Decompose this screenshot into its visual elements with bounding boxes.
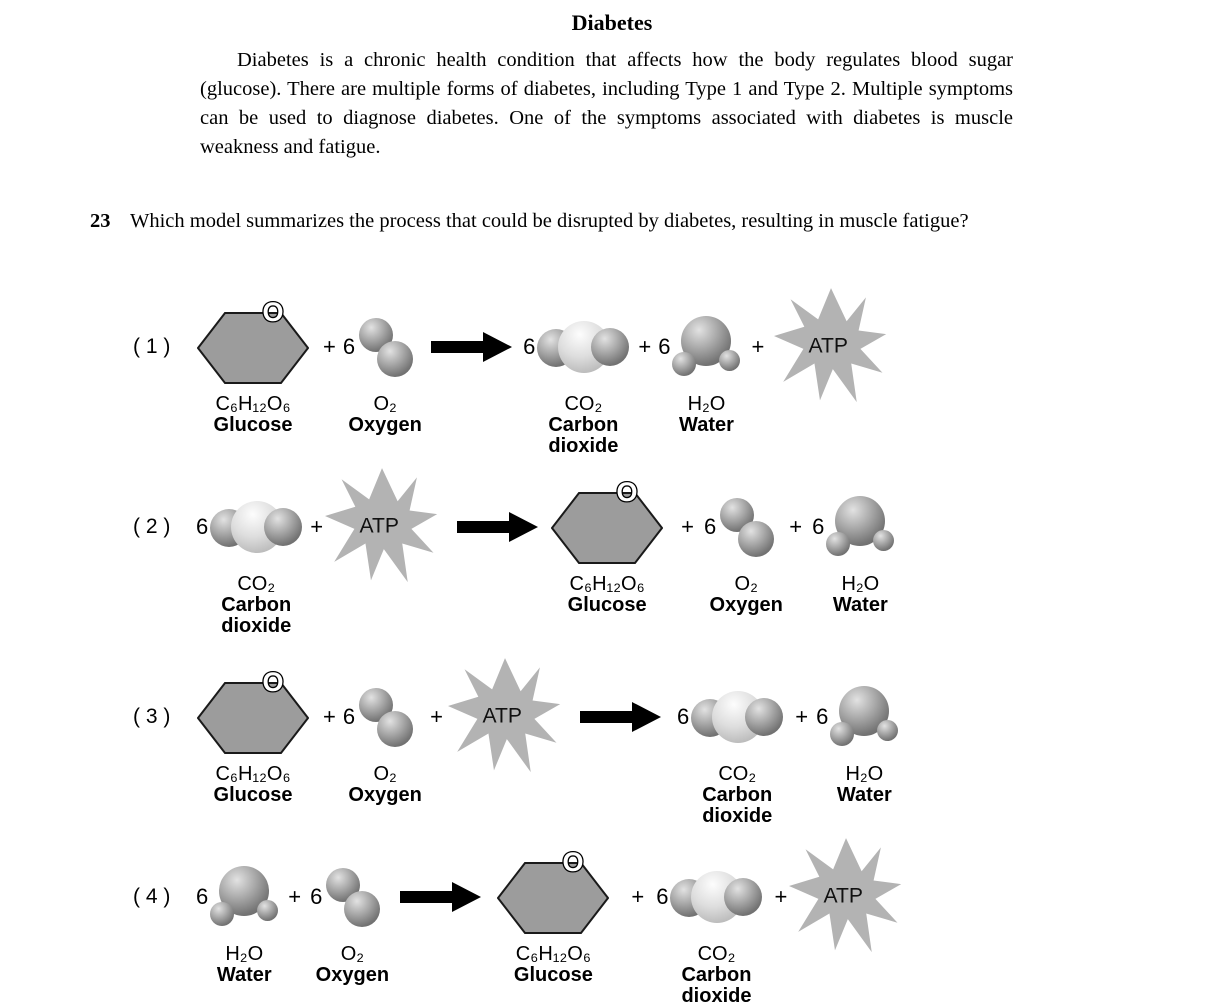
water-labels [217, 944, 272, 986]
plus-sign: + [323, 704, 336, 729]
water-molecule-icon [672, 316, 740, 378]
water-labels [833, 574, 888, 616]
carbon-dioxide-term [656, 827, 762, 1007]
plus-sign: + [430, 704, 443, 729]
carbon-dioxide-name-line2: dioxide [221, 615, 292, 637]
glucose-term [497, 827, 609, 986]
plus-sign: + [310, 514, 324, 539]
water-term [658, 277, 740, 436]
coefficient: 6 [703, 514, 717, 539]
carbon-dioxide-name-line2: dioxide [681, 985, 752, 1007]
glucose-hexagon-icon [551, 475, 663, 564]
carbon-dioxide-labels [221, 574, 291, 637]
arrow-icon [457, 511, 539, 543]
glucose-name: Glucose [513, 964, 593, 986]
carbon-dioxide-molecule-icon [210, 500, 302, 554]
atp-label: ATP [482, 704, 522, 728]
plus-sign: + [774, 884, 788, 909]
oxygen-name: Oxygen [348, 414, 422, 436]
arrow-icon [400, 881, 482, 913]
option-1-label: ( 1 ) [133, 335, 171, 358]
carbon-dioxide-name-line2: dioxide [702, 805, 773, 827]
option-4-label: ( 4 ) [133, 885, 171, 908]
atp-term [774, 277, 888, 417]
coefficient: 6 [342, 334, 356, 359]
plus-sign: + [681, 514, 694, 539]
glucose-name: Glucose [213, 784, 293, 806]
carbon-dioxide-formula: CO₂ [697, 943, 736, 965]
water-formula: H₂O [687, 393, 726, 415]
hexagon-oxygen-letter: O [262, 666, 284, 697]
oxygen-term [342, 277, 422, 436]
question-text: Which model summarizes the process that could be disrupted by diabetes, resulting in muscle fatigue? [130, 210, 969, 232]
atp-term [325, 457, 439, 597]
carbon-dioxide-name-line1: Carbon [548, 414, 619, 436]
glucose-formula: C₆H₁₂O₆ [215, 393, 291, 415]
carbon-dioxide-name-line1: Carbon [681, 964, 752, 986]
oxygen-name: Oxygen [709, 594, 783, 616]
carbon-dioxide-term [523, 277, 629, 457]
water-term [816, 647, 898, 806]
carbon-dioxide-formula: CO₂ [564, 393, 603, 415]
carbon-dioxide-molecule-icon [670, 870, 762, 924]
coefficient: 6 [812, 514, 825, 539]
water-molecule-icon [210, 866, 278, 928]
oxygen-formula: O₂ [373, 763, 397, 785]
glucose-labels [568, 574, 647, 616]
oxygen-labels [316, 944, 389, 986]
glucose-formula: C₆H₁₂O₆ [515, 943, 591, 965]
coefficient: 6 [196, 514, 209, 539]
carbon-dioxide-term [196, 457, 302, 637]
water-term [812, 457, 894, 616]
carbon-dioxide-labels [702, 764, 772, 827]
water-term [196, 827, 278, 986]
glucose-hexagon-icon [497, 845, 609, 934]
water-molecule-icon [826, 496, 894, 558]
oxygen-term [342, 647, 422, 806]
passage-title: Diabetes [571, 10, 653, 35]
coefficient: 6 [196, 884, 209, 909]
oxygen-labels [710, 574, 783, 616]
oxygen-name: Oxygen [315, 964, 390, 986]
water-formula: H₂O [225, 943, 264, 965]
carbon-dioxide-molecule-icon [691, 690, 783, 744]
option-row-3 [0, 647, 898, 827]
atp-term [448, 647, 562, 787]
oxygen-name: Oxygen [348, 784, 422, 806]
option-row-1 [0, 277, 888, 457]
water-name: Water [679, 414, 734, 436]
oxygen-formula: O₂ [340, 943, 365, 965]
atp-starburst-icon [448, 654, 562, 780]
hexagon-oxygen-letter: O [616, 476, 638, 507]
hexagon-oxygen-letter: O [562, 846, 584, 877]
carbon-dioxide-term [676, 647, 783, 827]
plus-sign: + [795, 704, 809, 729]
oxygen-term [703, 457, 783, 616]
option-3-label: ( 3 ) [133, 705, 171, 728]
coefficient: 6 [342, 704, 356, 729]
question-number: 23 [90, 210, 111, 232]
oxygen-formula: O₂ [373, 393, 397, 415]
option-2-label: ( 2 ) [133, 515, 171, 538]
water-formula: H₂O [845, 763, 884, 785]
glucose-hexagon-icon [197, 295, 309, 384]
carbon-dioxide-name-line1: Carbon [702, 784, 773, 806]
coefficient: 6 [656, 884, 669, 909]
water-molecule-icon [830, 686, 898, 748]
water-formula: H₂O [841, 573, 880, 595]
water-labels [679, 394, 734, 436]
coefficient: 6 [676, 704, 690, 729]
glucose-hexagon-icon [197, 665, 309, 754]
coefficient: 6 [310, 884, 323, 909]
carbon-dioxide-formula: CO₂ [718, 763, 757, 785]
glucose-labels [514, 944, 593, 986]
passage-body: Diabetes is a chronic health condition that affects how the body regulates blood sugar (glucose). There are multiple forms of diabetes, including Type 1 and Type 2. Multiple symptoms can be used to diagnose diabetes. One of the symptoms associated with diabetes is muscle weakness and fatigue. [200, 49, 1013, 158]
glucose-term [197, 277, 309, 436]
carbon-dioxide-name-line2: dioxide [548, 435, 619, 457]
carbon-dioxide-labels [681, 944, 751, 1007]
water-name: Water [832, 594, 888, 616]
water-name: Water [216, 964, 272, 986]
atp-starburst-icon [774, 284, 888, 410]
plus-sign: + [288, 884, 302, 909]
glucose-formula: C₆H₁₂O₆ [215, 763, 291, 785]
option-row-4 [0, 827, 903, 1007]
water-labels [837, 764, 892, 806]
oxygen-molecule-icon [718, 497, 774, 557]
atp-starburst-icon [325, 464, 439, 590]
option-row-2 [0, 457, 894, 637]
coefficient: 6 [523, 334, 536, 359]
glucose-term [197, 647, 309, 806]
atp-starburst-icon [789, 834, 903, 960]
arrow-icon [580, 701, 662, 733]
glucose-formula: C₆H₁₂O₆ [569, 573, 645, 595]
coefficient: 6 [816, 704, 829, 729]
plus-sign: + [789, 514, 803, 539]
carbon-dioxide-labels [548, 394, 618, 457]
glucose-name: Glucose [567, 594, 647, 616]
plus-sign: + [638, 334, 652, 359]
oxygen-term [310, 827, 390, 986]
question [90, 206, 1080, 236]
plus-sign: + [751, 334, 765, 359]
carbon-dioxide-name-line1: Carbon [221, 594, 292, 616]
oxygen-labels [348, 764, 421, 806]
glucose-labels [214, 394, 293, 436]
oxygen-molecule-icon [357, 687, 413, 747]
glucose-labels [214, 764, 293, 806]
oxygen-molecule-icon [357, 317, 413, 377]
oxygen-labels [348, 394, 421, 436]
carbon-dioxide-molecule-icon [537, 320, 629, 374]
atp-term [789, 827, 903, 967]
glucose-name: Glucose [213, 414, 293, 436]
oxygen-formula: O₂ [734, 573, 758, 595]
hexagon-oxygen-letter: O [262, 296, 284, 327]
plus-sign: + [631, 884, 645, 909]
coefficient: 6 [658, 334, 671, 359]
atp-label: ATP [808, 334, 849, 358]
atp-label: ATP [823, 884, 864, 908]
water-name: Water [836, 784, 892, 806]
glucose-term [551, 457, 663, 616]
atp-label: ATP [359, 514, 400, 538]
plus-sign: + [323, 334, 336, 359]
arrow-icon [431, 331, 513, 363]
oxygen-molecule-icon [324, 867, 380, 927]
carbon-dioxide-formula: CO₂ [237, 573, 276, 595]
